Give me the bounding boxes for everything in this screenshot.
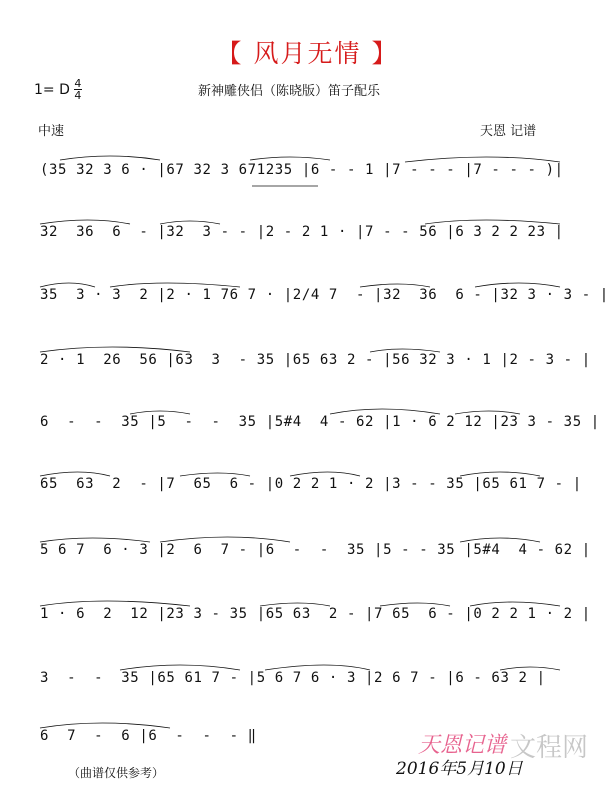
svg-text:文程网: 文程网 bbox=[510, 733, 589, 763]
notation-line: 2 · 1 26 56 |63 3 - 35 |65 63 2 - |56 32 3 · 1 |2 - 3 - | bbox=[40, 352, 591, 368]
score-line-3 bbox=[0, 275, 615, 325]
site-logo-icon bbox=[506, 726, 606, 768]
time-sig-bottom: 4 bbox=[74, 89, 82, 102]
notation-line: 65 63 2 - |7 65 6 - |0 2 2 1 · 2 |3 - - 35 |65 61 7 - | bbox=[40, 476, 582, 492]
score-subtitle: 新神雕侠侣（陈晓版）笛子配乐 bbox=[198, 84, 381, 99]
score-line-2 bbox=[0, 212, 615, 262]
score-title: 【 风月无情 】 bbox=[216, 39, 399, 68]
tempo-marking: 中速 bbox=[38, 124, 65, 139]
notation-line: 35 3 · 3 2 |2 · 1 76 7 · |2/4 7 - |32 36 6 - |32 3 · 3 - | bbox=[40, 287, 609, 303]
time-signature bbox=[74, 78, 82, 101]
score-line-9 bbox=[0, 658, 615, 708]
notation-line: 1 · 6 2 12 |23 3 - 35 |65 63 2 - |7 65 6 - |0 2 2 1 · 2 | bbox=[40, 606, 591, 622]
transcriber-credit: 天恩 记谱 bbox=[480, 124, 537, 139]
watermark-signature: 天恩记谱 bbox=[418, 733, 507, 758]
disclaimer-note: （曲谱仅供参考） bbox=[68, 766, 165, 780]
notation-line: 6 - - 35 |5 - - 35 |5#4 4 - 62 |1 · 6 2 12 |23 3 - 35 | bbox=[40, 414, 600, 430]
key-label: 1= D bbox=[34, 81, 70, 98]
time-sig-top: 4 bbox=[74, 77, 82, 90]
score-line-1 bbox=[0, 150, 615, 200]
score-line-6 bbox=[0, 464, 615, 514]
notation-line: 6 7 - 6 |6 - - - ‖ bbox=[40, 728, 257, 744]
score-line-7 bbox=[0, 530, 615, 580]
transcription-date: 2016年5月10日 bbox=[396, 759, 523, 779]
key-signature bbox=[34, 78, 82, 101]
notation-line: 3 - - 35 |65 61 7 - |5 6 7 6 · 3 |2 6 7 - |6 - 63 2 | bbox=[40, 670, 546, 686]
score-line-4 bbox=[0, 340, 615, 390]
score-line-5 bbox=[0, 402, 615, 452]
score-line-8 bbox=[0, 594, 615, 644]
notation-line: 5 6 7 6 · 3 |2 6 7 - |6 - - 35 |5 - - 35 |5#4 4 - 62 | bbox=[40, 542, 591, 558]
notation-line: (35 32 3 6 · |67 32 3 671235 |6 - - 1 |7 - - - |7 - - - )| bbox=[40, 162, 564, 178]
notation-line: 32 36 6 - |32 3 - - |2 - 2 1 · |7 - - 56 |6 3 2 2 23 | bbox=[40, 224, 564, 240]
